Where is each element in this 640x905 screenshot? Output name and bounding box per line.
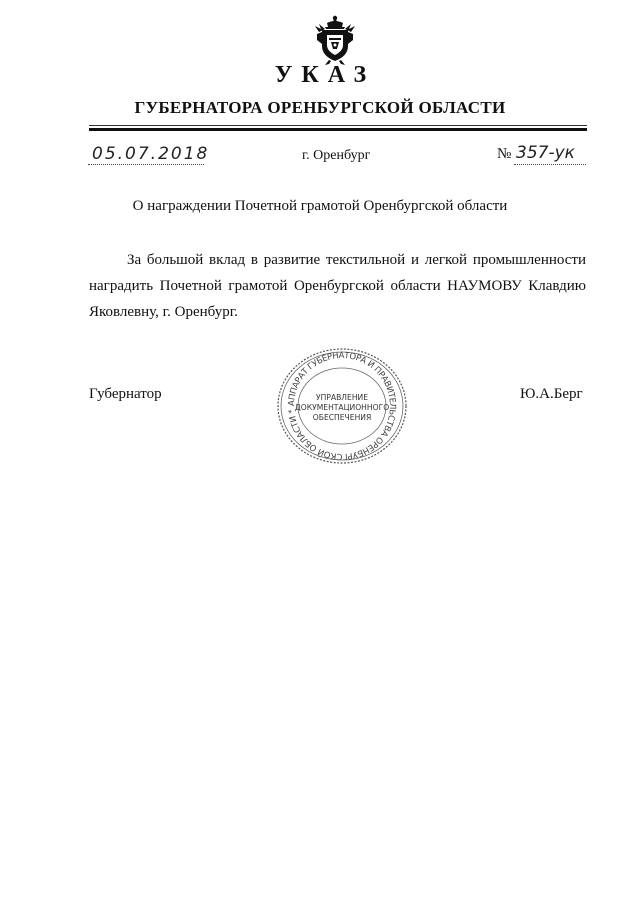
- header-rule-thin: [89, 125, 587, 126]
- seal-line-1: УПРАВЛЕНИЕ: [315, 393, 369, 402]
- decree-date: 05.07.2018: [92, 144, 210, 164]
- decree-number: 357-ук: [516, 143, 575, 163]
- seal-line-3: ОБЕСПЕЧЕНИЯ: [312, 413, 372, 422]
- signatory-title: Губернатор: [89, 386, 162, 402]
- signatory-name: Ю.А.Берг: [520, 386, 583, 402]
- document-subtitle: ГУБЕРНАТОРА ОРЕНБУРГСКОЙ ОБЛАСТИ: [134, 98, 506, 117]
- date-underline: [88, 164, 204, 165]
- decree-city: г. Оренбург: [302, 148, 371, 163]
- decree-body: За большой вклад в развитие текстильной и легкой промышленности наградить Почетной грамотой Оренбургской области НАУМОВУ Клавдию Яковлевну, г. Оренбург.: [89, 252, 586, 320]
- header-rule-thick: [89, 128, 587, 131]
- official-seal: [273, 344, 411, 468]
- seal-line-2: ДОКУМЕНТАЦИОННОГО: [294, 403, 390, 412]
- number-underline: [514, 164, 586, 165]
- document-title: УКАЗ: [274, 62, 376, 88]
- number-label: №: [497, 146, 512, 162]
- decree-subject: О награждении Почетной грамотой Оренбургской области: [132, 198, 508, 214]
- seal-ring-text: АППАРАТ ГУБЕРНАТОРА И ПРАВИТЕЛЬСТВА ОРЕНБУРГСКОЙ ОБЛАСТИ *: [286, 350, 398, 462]
- coat-of-arms-icon: [313, 14, 357, 66]
